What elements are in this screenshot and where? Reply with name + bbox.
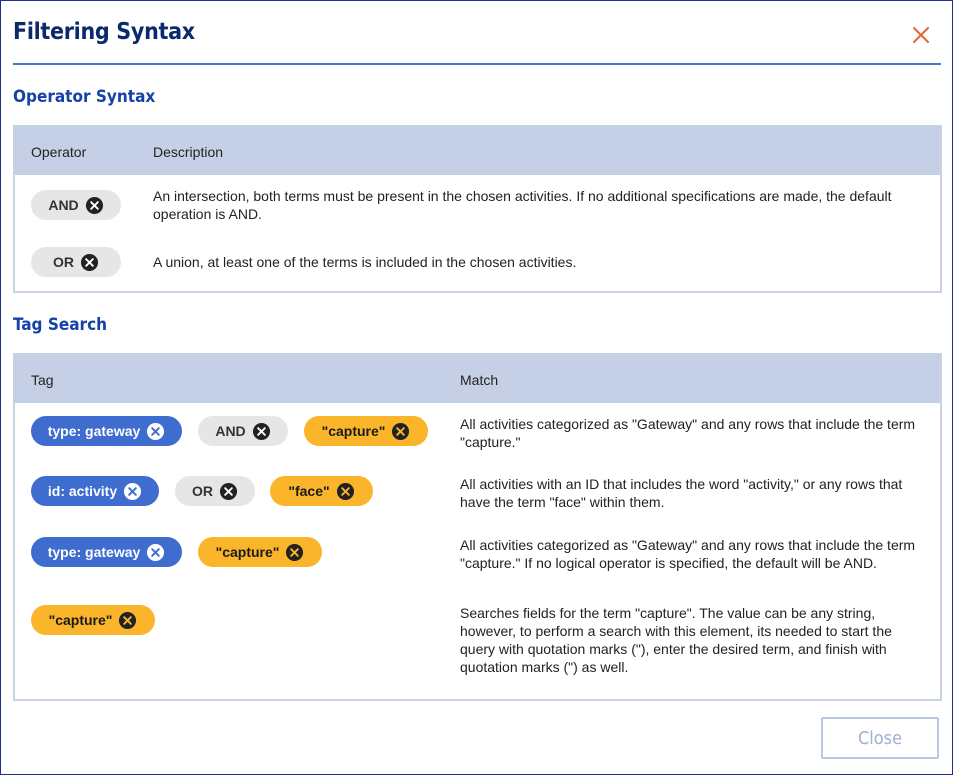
remove-icon[interactable] xyxy=(391,422,410,441)
table-row xyxy=(15,233,940,289)
table-row xyxy=(15,593,940,695)
search-term-chip[interactable]: "capture" xyxy=(31,605,155,635)
remove-icon[interactable] xyxy=(219,482,238,501)
search-term-chip[interactable]: "capture" xyxy=(198,537,322,567)
operator-chip-or[interactable]: OR xyxy=(175,476,255,506)
tag-chip-type[interactable]: type: gateway xyxy=(31,416,182,446)
match-description: All activities categorized as "Gateway" and any rows that include the term "capture." If no logical operator is specified, the default will be AND. xyxy=(460,537,916,571)
match-description: All activities categorized as "Gateway" and any rows that include the term "capture." xyxy=(460,416,916,450)
tag-chip-type[interactable]: type: gateway xyxy=(31,537,182,567)
dialog-title: Filtering Syntax xyxy=(13,19,195,45)
tag-table-header xyxy=(15,355,940,403)
close-icon[interactable] xyxy=(907,21,935,49)
close-button[interactable]: Close xyxy=(821,717,939,759)
table-row xyxy=(15,175,940,233)
table-row xyxy=(15,403,940,463)
table-row xyxy=(15,523,940,593)
remove-icon[interactable] xyxy=(123,482,142,501)
remove-icon[interactable] xyxy=(146,543,165,562)
tag-table xyxy=(13,353,942,701)
search-term-chip[interactable]: "face" xyxy=(270,476,373,506)
match-description: All activities with an ID that includes the word "activity," or any rows that have the term "face" within them. xyxy=(460,476,903,510)
operator-table-header xyxy=(15,127,940,175)
column-header-operator: Operator xyxy=(31,144,87,160)
remove-icon[interactable] xyxy=(252,422,271,441)
search-term-chip[interactable]: "capture" xyxy=(304,416,428,446)
operator-chip-or[interactable]: OR xyxy=(31,247,121,277)
remove-icon[interactable] xyxy=(336,482,355,501)
operator-chip-and[interactable]: AND xyxy=(31,190,121,220)
column-header-description: Description xyxy=(153,144,224,160)
remove-icon[interactable] xyxy=(146,422,165,441)
operator-syntax-heading: Operator Syntax xyxy=(13,87,156,107)
operator-description: An intersection, both terms must be present in the chosen activities. If no additional specifications are made, the default operation is AND. xyxy=(153,188,892,222)
remove-icon[interactable] xyxy=(285,543,304,562)
column-header-match: Match xyxy=(460,372,499,388)
tag-search-heading: Tag Search xyxy=(13,315,108,335)
remove-icon[interactable] xyxy=(85,196,104,215)
tag-chip-id[interactable]: id: activity xyxy=(31,476,159,506)
match-description: Searches fields for the term "capture". The value can be any string, however, to perform a search with this element, its needed to start the query with quotation marks ("), enter the desired term, and finish with quotation marks (") as well. xyxy=(460,605,892,675)
table-row xyxy=(15,463,940,523)
title-divider xyxy=(13,63,941,65)
remove-icon[interactable] xyxy=(118,611,137,630)
operator-description: A union, at least one of the terms is included in the chosen activities. xyxy=(153,254,577,270)
remove-icon[interactable] xyxy=(80,253,99,272)
operator-chip-and[interactable]: AND xyxy=(198,416,288,446)
column-header-tag: Tag xyxy=(31,372,54,388)
operator-table xyxy=(13,125,942,293)
